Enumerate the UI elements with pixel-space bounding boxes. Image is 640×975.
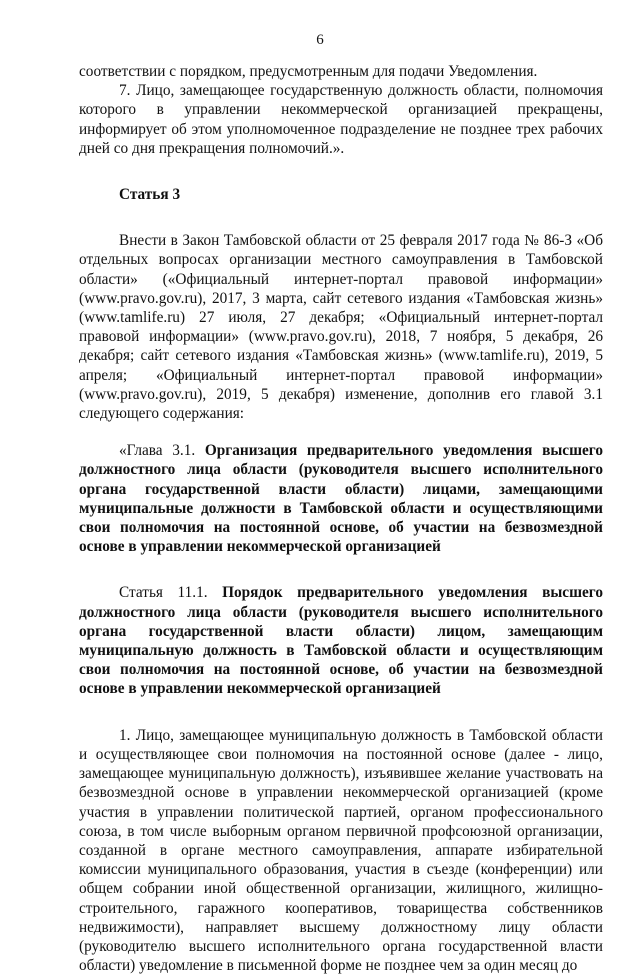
chapter-prefix: «Глава 3.1. bbox=[119, 442, 196, 460]
chapter-title: Организация предварительного уведомления высшего должностного лица области (руководителя высшего исполнительного органа государственной власти области) лицами, замещающими муниципальные должности в Тамбовской области и осуществляющими свои полномочия на постоянной основе, об участии на безвозмездной основе в управлении некоммерческой организацией bbox=[79, 442, 603, 556]
paragraph-item-7: 7. Лицо, замещающее государственную должность области, полномочия которого в управлении некоммерческой организацией прекращены, информирует об этом уполномоченное подразделение не позднее трех рабочих дней со дня прекращения полномочий.». bbox=[79, 82, 603, 157]
article-title: Порядок предварительного уведомления высшего должностного лица области (руководителя высшего исполнительного органа государственной власти области) лицом, замещающим муниципальную должность в Тамбовской области и осуществляющим свои полномочия на постоянной основе, об участии на безвозмездной основе в управлении некоммерческой организацией bbox=[79, 584, 603, 698]
page-number: 6 bbox=[316, 32, 324, 48]
chapter-3-1-heading bbox=[79, 441, 603, 556]
document-body bbox=[79, 62, 603, 975]
paragraph-amendment: Внести в Закон Тамбовской области от 25 февраля 2017 года № 86-З «Об отдельных вопросах организации местного самоуправления в Тамбовской области» («Официальный интернет-портал правовой информации» (www.pravo.gov.ru), 2017, 3 марта, сайт сетевого издания «Тамбовская жизнь» (www.tamlife.ru) 27 июля, 27 декабря; «Официальный интернет-портал правовой информации» (www.pravo.gov.ru), 2018, 7 ноября, 5 декабря, 26 декабря; сайт сетевого издания «Тамбовская жизнь» (www.tamlife.ru), 2019, 5 апреля; «Официальный интернет-портал правовой информации» (www.pravo.gov.ru), 2019, 5 декабря) изменение, дополнив его главой 3.1 следующего содержания: bbox=[79, 232, 603, 423]
article-3-heading: Статья 3 bbox=[119, 186, 181, 204]
paragraph-continuation: соответствии с порядком, предусмотренным для подачи Уведомления. bbox=[79, 63, 538, 80]
article-prefix: Статья 11.1. bbox=[119, 584, 208, 602]
article-11-1-heading bbox=[79, 583, 603, 698]
paragraph-item-1: 1. Лицо, замещающее муниципальную должность в Тамбовской области и осуществляющее свои полномочия на постоянной основе (далее - лицо, замещающее муниципальную должность), изъявившее желание участвовать на безвозмездной основе в управлении некоммерческой организацией (кроме участия в управлении политической партией, органом профессионального союза, в том числе выборным органом первичной профсоюзной организации, созданной в органе местного самоуправления, аппарате избирательной комиссии муниципального образования, участия в съезде (конференции) или общем собрании иной общественной организации, жилищного, жилищно-строительного, гаражного кооперативов, товарищества собственников недвижимости), направляет высшему должностному лицу области (руководителю высшего исполнительного органа государственной власти области) уведомление в письменной форме не позднее чем за один месяц до bbox=[79, 726, 603, 975]
